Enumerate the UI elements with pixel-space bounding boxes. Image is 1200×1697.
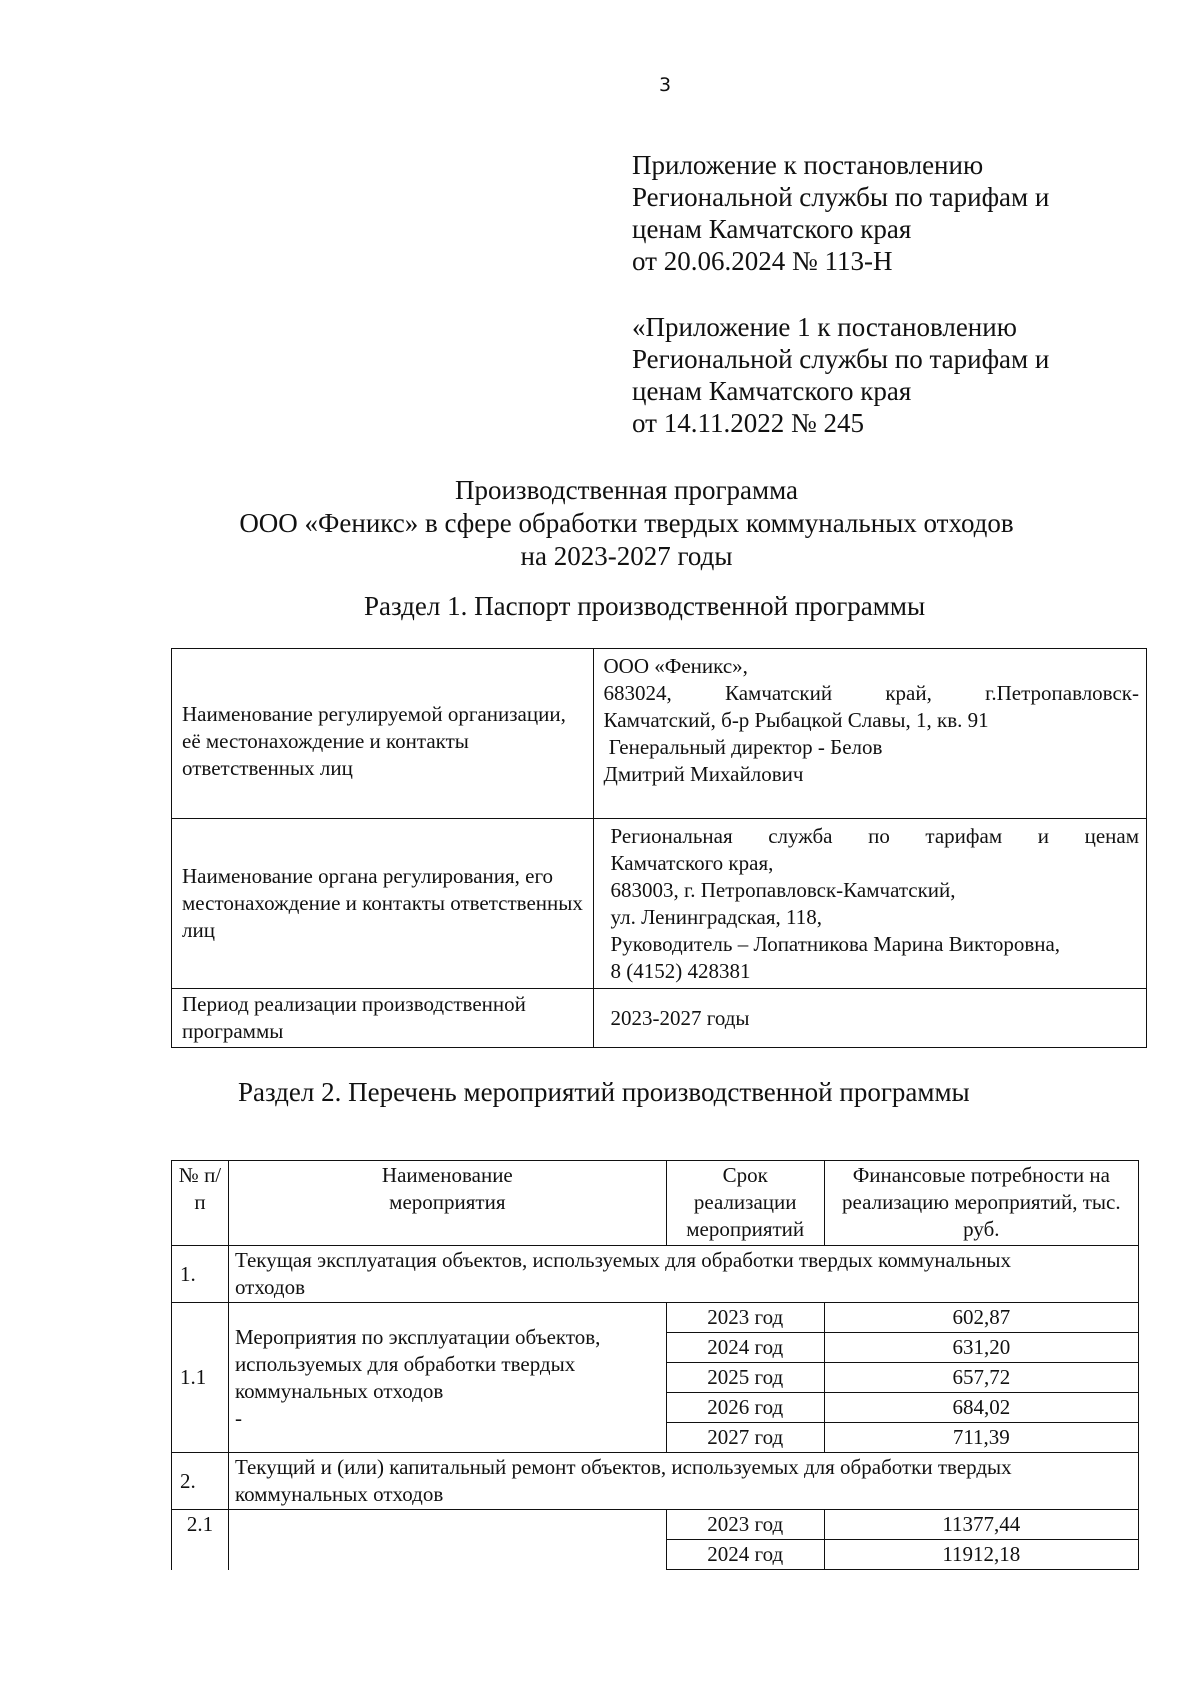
header-term: Срок реализации мероприятий: [666, 1161, 824, 1246]
value-line: ООО «Феникс»,: [603, 654, 748, 678]
value-cell: 11377,44: [824, 1510, 1138, 1540]
value-cell: 631,20: [824, 1333, 1138, 1363]
passport-table: [171, 648, 1147, 1048]
value-line: Камчатского края,: [610, 850, 774, 875]
title-line: на 2023-2027 годы: [520, 541, 733, 571]
measure-name: [228, 1510, 666, 1570]
table-row: [172, 1453, 1139, 1510]
year-cell: 2023 год: [666, 1303, 824, 1333]
year-cell: 2023 год: [666, 1510, 824, 1540]
appendix-line: от 20.06.2024 № 113-Н: [632, 246, 893, 276]
measure-name: [228, 1303, 666, 1453]
passport-value: [593, 649, 1146, 819]
table-row: [172, 649, 1147, 819]
value-line: Генеральный директор - Белов: [603, 735, 883, 759]
value-line: Руководитель – Лопатникова Марина Викторовна,: [610, 931, 1061, 956]
year-cell: 2025 год: [666, 1363, 824, 1393]
value-line: Камчатский, б-р Рыбацкой Славы, 1, кв. 91: [603, 708, 989, 732]
group-title: Текущий и (или) капитальный ремонт объектов, используемых для обработки твердых коммунальных отходов: [228, 1453, 1138, 1510]
table-row: [172, 1246, 1139, 1303]
group-title: Текущая эксплуатация объектов, используемых для обработки твердых коммунальных отходов: [228, 1246, 1138, 1303]
value-line: ул. Ленинградская, 118,: [610, 904, 822, 929]
title-line: ООО «Феникс» в сфере обработки твердых коммунальных отходов: [239, 508, 1014, 538]
passport-value: 2023-2027 годы: [593, 989, 1146, 1048]
year-cell: 2026 год: [666, 1393, 824, 1423]
appendix-line: Региональной службы по тарифам и: [632, 344, 1050, 374]
row-num: 1.: [172, 1246, 229, 1303]
year-cell: 2027 год: [666, 1423, 824, 1453]
value-cell: 684,02: [824, 1393, 1138, 1423]
row-num: 2.: [172, 1453, 229, 1510]
table-row: [172, 819, 1147, 989]
measures-table: [171, 1160, 1139, 1570]
value-line: 683024, Камчатский край, г.Петропавловск-: [603, 681, 1139, 705]
appendix-line: ценам Камчатского края: [632, 214, 912, 244]
measure-dash: -: [234, 1405, 242, 1430]
section1-heading: Раздел 1. Паспорт производственной программы: [364, 591, 926, 621]
value-line: 8 (4152) 428381: [610, 958, 751, 983]
header-num: № п/п: [172, 1161, 229, 1246]
table-row: [172, 1510, 1139, 1540]
passport-value: [593, 819, 1146, 989]
original-appendix-header: [632, 311, 1049, 439]
table-header-row: [172, 1161, 1139, 1246]
header-finance: Финансовые потребности на реализацию мероприятий, тыс. руб.: [824, 1161, 1138, 1246]
appendix-line: ценам Камчатского края: [632, 376, 912, 406]
value-line: Дмитрий Михайлович: [603, 762, 804, 786]
value-cell: 657,72: [824, 1363, 1138, 1393]
section2-heading: Раздел 2. Перечень мероприятий производственной программы: [238, 1077, 970, 1107]
passport-label: Наименование органа регулирования, его местонахождение и контакты ответственных лиц: [172, 819, 594, 989]
value-line: Региональная служба по тарифам и ценам: [610, 823, 1139, 848]
row-num: 1.1: [172, 1303, 229, 1453]
appendix-line: Приложение к постановлению: [632, 150, 984, 180]
measure-name-text: Мероприятия по эксплуатации объектов, используемых для обработки твердых коммунальных отходов: [234, 1324, 601, 1403]
appendix-line: от 14.11.2022 № 245: [632, 408, 864, 438]
year-cell: 2024 год: [666, 1540, 824, 1570]
value-line: 683003, г. Петропавловск-Камчатский,: [610, 877, 956, 902]
value-cell: 602,87: [824, 1303, 1138, 1333]
appendix-line: «Приложение 1 к постановлению: [632, 312, 1017, 342]
table-row: [172, 1303, 1139, 1333]
table-row: [172, 989, 1147, 1048]
document-title: [0, 474, 1200, 573]
appendix-header: [632, 149, 1049, 277]
page-number: 3: [658, 74, 672, 96]
header-name: Наименование мероприятия: [228, 1161, 666, 1246]
passport-label: Наименование регулируемой организации, её местонахождение и контакты ответственных лиц: [172, 649, 594, 819]
appendix-line: Региональной службы по тарифам и: [632, 182, 1050, 212]
passport-label: Период реализации производственной программы: [172, 989, 594, 1048]
row-num: 2.1: [172, 1510, 229, 1570]
year-cell: 2024 год: [666, 1333, 824, 1363]
value-cell: 11912,18: [824, 1540, 1138, 1570]
value-cell: 711,39: [824, 1423, 1138, 1453]
title-line: Производственная программа: [454, 475, 799, 505]
